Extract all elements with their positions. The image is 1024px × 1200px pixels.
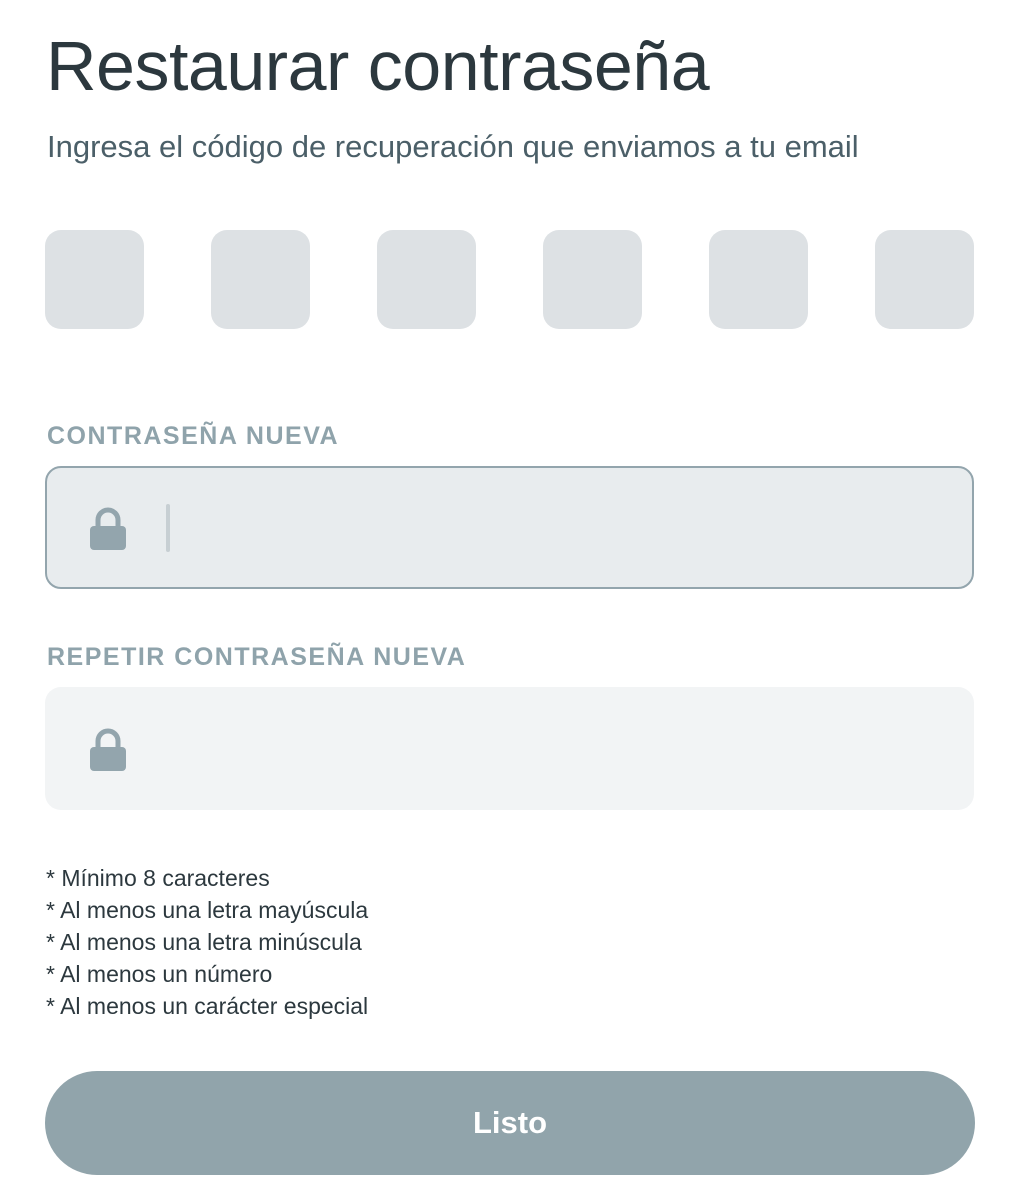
- code-digit-4[interactable]: [543, 230, 642, 329]
- requirement-lowercase: * Al menos una letra minúscula: [46, 929, 362, 955]
- code-digit-6[interactable]: [875, 230, 974, 329]
- requirement-special-char: * Al menos un carácter especial: [46, 993, 369, 1019]
- new-password-input[interactable]: [165, 498, 949, 560]
- repeat-password-input[interactable]: [165, 719, 949, 781]
- repeat-password-label: REPETIR CONTRASEÑA NUEVA: [47, 643, 467, 671]
- recovery-code-inputs: [45, 230, 975, 330]
- requirement-min-length: * Mínimo 8 caracteres: [46, 865, 270, 891]
- code-digit-5[interactable]: [709, 230, 808, 329]
- lock-icon: [88, 728, 128, 772]
- requirement-uppercase: * Al menos una letra mayúscula: [46, 897, 369, 923]
- repeat-password-field[interactable]: [45, 687, 974, 810]
- new-password-label: CONTRASEÑA NUEVA: [47, 422, 340, 450]
- page-title: Restaurar contraseña: [46, 27, 710, 105]
- new-password-field[interactable]: [45, 466, 974, 589]
- requirement-number: * Al menos un número: [46, 961, 273, 987]
- code-digit-3[interactable]: [377, 230, 476, 329]
- submit-button[interactable]: Listo: [45, 1071, 975, 1175]
- code-digit-2[interactable]: [211, 230, 310, 329]
- page-subtitle: Ingresa el código de recuperación que enviamos a tu email: [47, 129, 859, 164]
- code-digit-1[interactable]: [45, 230, 144, 329]
- lock-icon: [88, 507, 128, 551]
- password-requirements: [46, 862, 368, 1022]
